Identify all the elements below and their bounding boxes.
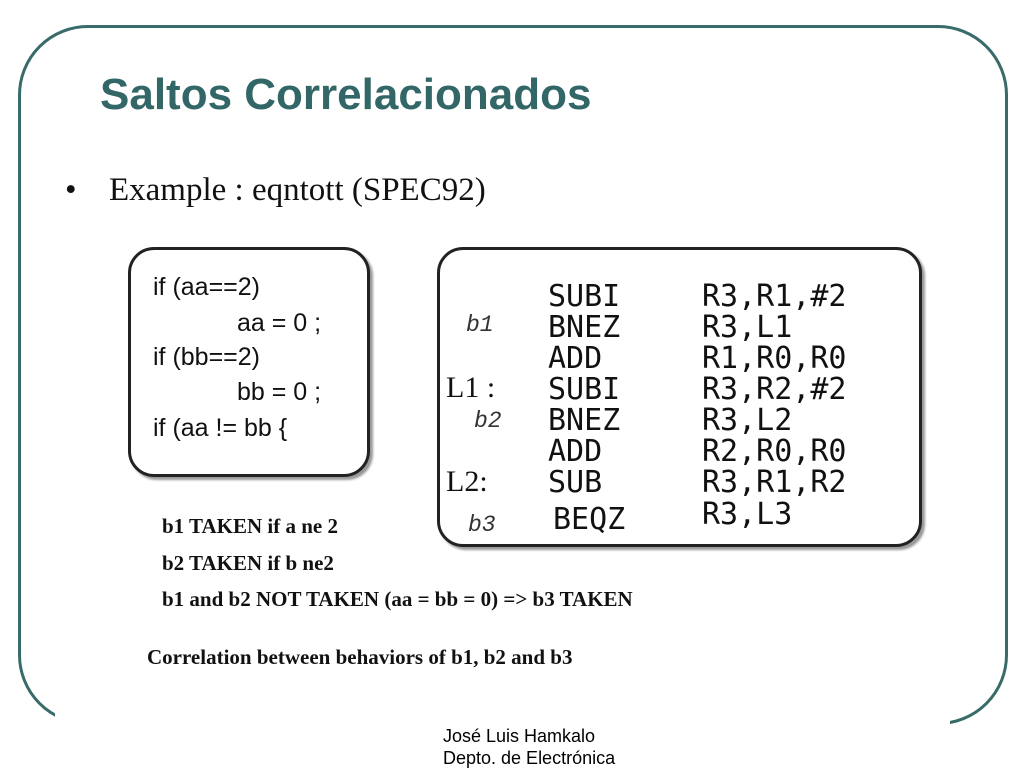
asm-operands: R3,R2,#2 bbox=[702, 372, 847, 407]
asm-operands: R3,L3 bbox=[702, 497, 793, 532]
branch-label: b2 bbox=[474, 408, 502, 434]
asm-operands: R3,R1,#2 bbox=[702, 279, 847, 314]
bullet-symbol: • bbox=[65, 172, 77, 208]
asm-opcode: SUB bbox=[548, 465, 603, 500]
asm-label: L1 : bbox=[446, 371, 496, 404]
asm-opcode: BNEZ bbox=[548, 403, 621, 438]
c-code-line: if (aa==2) bbox=[153, 273, 261, 301]
asm-opcode: ADD bbox=[548, 341, 603, 376]
bullet-item bbox=[65, 172, 486, 209]
asm-operands: R1,R0,R0 bbox=[702, 341, 847, 376]
branch-note: b1 and b2 NOT TAKEN (aa = bb = 0) => b3 TAKEN bbox=[162, 587, 633, 611]
c-code-line: aa = 0 ; bbox=[237, 309, 322, 337]
bullet-text: Example : eqntott (SPEC92) bbox=[109, 172, 486, 208]
asm-operands: R3,L1 bbox=[702, 310, 793, 345]
asm-opcode: SUBI bbox=[548, 279, 621, 314]
footer-department: Depto. de Electrónica bbox=[443, 748, 616, 768]
asm-label: L2: bbox=[446, 465, 488, 498]
branch-note: b1 TAKEN if a ne 2 bbox=[162, 514, 338, 538]
correlation-note: Correlation between behaviors of b1, b2 and b3 bbox=[147, 645, 573, 669]
branch-label: b1 bbox=[466, 312, 494, 338]
asm-opcode: BEQZ bbox=[553, 502, 626, 537]
asm-opcode: SUBI bbox=[548, 372, 621, 407]
asm-operands: R2,R0,R0 bbox=[702, 434, 847, 469]
branch-label: b3 bbox=[468, 512, 496, 538]
assembly-box bbox=[437, 247, 922, 547]
asm-operands: R3,L2 bbox=[702, 403, 793, 438]
footer-author: José Luis Hamkalo bbox=[443, 726, 596, 746]
asm-operands: R3,R1,R2 bbox=[702, 465, 847, 500]
c-code-line: if (aa != bb { bbox=[153, 414, 288, 442]
slide-title: Saltos Correlacionados bbox=[100, 70, 592, 119]
c-code-line: bb = 0 ; bbox=[237, 378, 322, 406]
c-code-line: if (bb==2) bbox=[153, 343, 261, 371]
asm-opcode: ADD bbox=[548, 434, 603, 469]
branch-note: b2 TAKEN if b ne2 bbox=[162, 551, 334, 575]
asm-opcode: BNEZ bbox=[548, 310, 621, 345]
